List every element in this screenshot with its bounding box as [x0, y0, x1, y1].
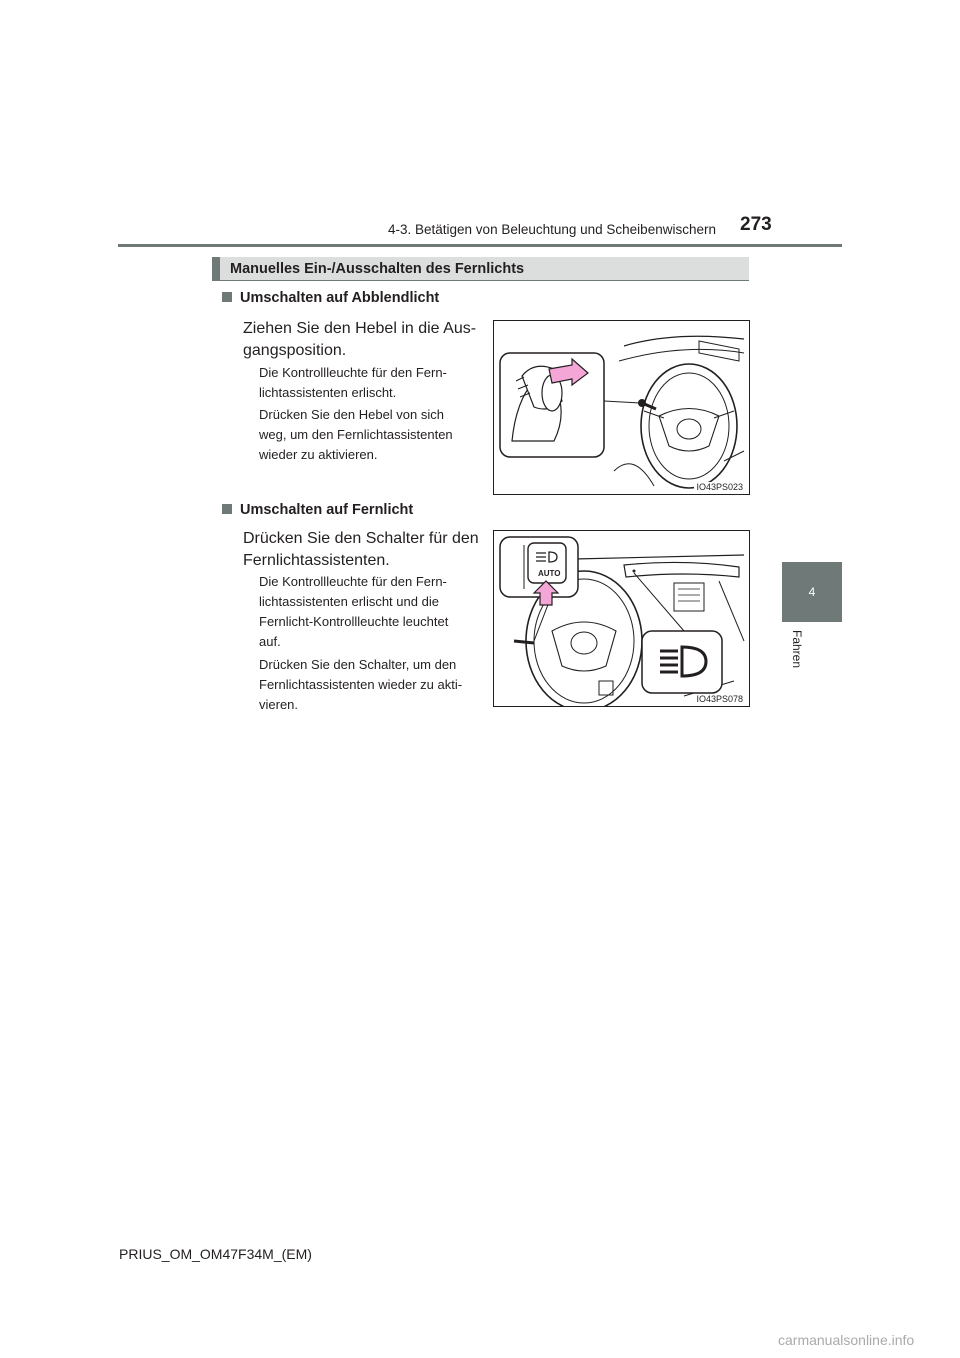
switch-illustration [494, 531, 749, 706]
header-rule [118, 244, 842, 247]
note-low-beam-2: Drücken Sie den Hebel von sich weg, um den Fernlichtassistenten wieder zu aktivieren. [259, 407, 453, 462]
instruction-low-beam: Ziehen Sie den Hebel in die Aus- gangsposition. [243, 320, 477, 359]
page-number: 273 [740, 214, 772, 235]
watermark: carmanualsonline.info [778, 1332, 915, 1348]
section-heading [212, 257, 749, 281]
chapter-tab[interactable] [782, 562, 842, 622]
instruction-high-beam: Drücken Sie den Schalter für den Fernlichtassistenten. [243, 530, 479, 569]
note-high-beam-1: Die Kontrollleuchte für den Fern- lichtassistenten erlischt und die Fernlicht-Kontrollleuchte leuchtet auf. [259, 574, 449, 649]
figure-lever-pull [493, 320, 750, 495]
document-code: PRIUS_OM_OM47F34M_(EM) [119, 1246, 312, 1262]
lever-illustration [494, 321, 749, 494]
subheading-low-beam: Umschalten auf Abblendlicht [222, 290, 439, 306]
note-high-beam-2: Drücken Sie den Schalter, um den Fernlichtassistenten wieder zu akti- vieren. [259, 657, 463, 712]
square-bullet-icon [222, 292, 232, 302]
chapter-number: 4 [808, 585, 816, 599]
header-title: 4-3. Betätigen von Beleuchtung und Scheibenwischern [388, 222, 716, 237]
figure-switch-press [493, 530, 750, 707]
subheading-high-beam: Umschalten auf Fernlicht [222, 502, 413, 518]
figure-label: IO43PS023 [696, 482, 743, 492]
note-low-beam-1: Die Kontrollleuchte für den Fern- lichtassistenten erlischt. [259, 365, 447, 400]
square-bullet-icon [222, 504, 232, 514]
switch-auto-text: AUTO [538, 569, 561, 578]
figure-label: IO43PS078 [696, 694, 743, 704]
section-title: Manuelles Ein-/Ausschalten des Fernlichts [230, 261, 525, 277]
chapter-label: Fahren [790, 630, 804, 669]
